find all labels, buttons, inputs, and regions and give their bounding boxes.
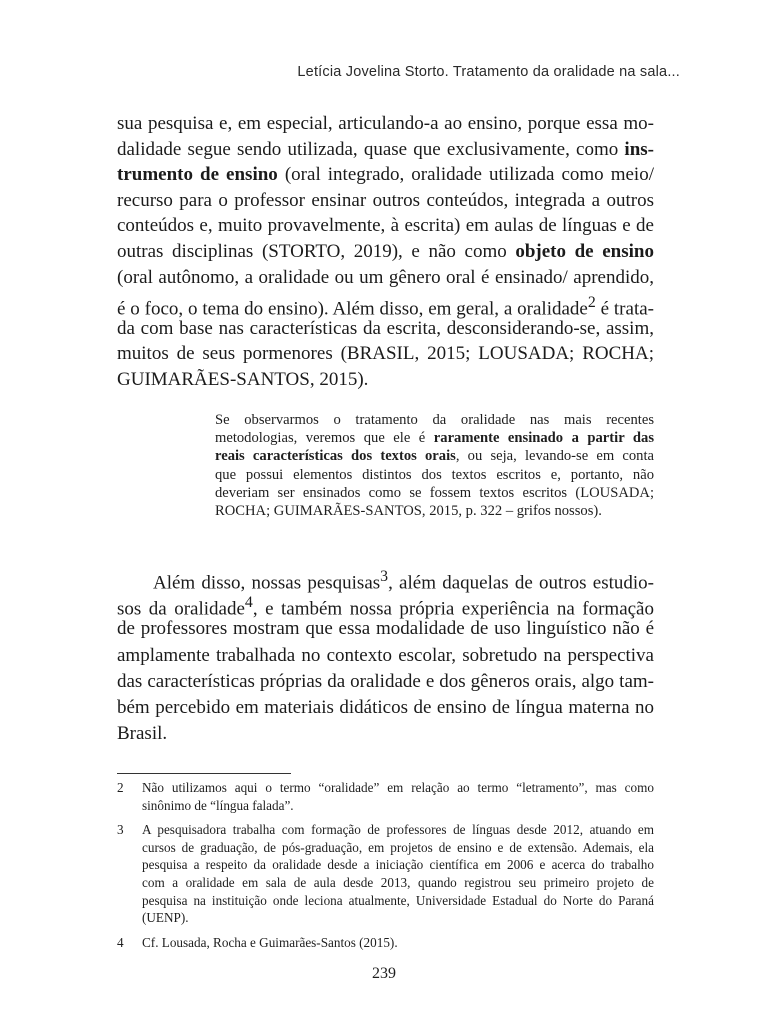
footnote-line: com a oralidade em sala de aula desde 2013, quando registrou seu primeiro projeto de (142, 874, 654, 890)
text-line: (oral autônomo, a oralidade ou um gênero oral é ensinado/ aprendido, (117, 266, 654, 288)
text-line: sos da oralidade$^4$, e também nossa própria experiência na formação (117, 594, 654, 620)
body-paragraph-1 (117, 111, 654, 393)
text-line: trumento de ensino (oral integrado, oralidade utilizada como meio/ (117, 164, 654, 186)
text-line: Além disso, nossas pesquisas$^3$, além daquelas de outros estudio- (153, 568, 654, 594)
footnote-line: pesquisa na instituição onde leciona atualmente, Universidade Estadual do Norte do Paraná (142, 892, 654, 908)
text-line: das características próprias da oralidade e dos gêneros orais, algo tam- (117, 670, 654, 692)
emphasis-text: objeto de ensino (515, 240, 654, 262)
footnote-item (117, 821, 654, 927)
footnote-line: Cf. Lousada, Rocha e Guimarães-Santos (2015). (142, 934, 398, 950)
text-line: conteúdos e, muito provavelmente, à escrita) em aulas de línguas e de (117, 215, 654, 237)
footnote-line: sinônimo de “língua falada”. (142, 797, 294, 813)
footnote-item (117, 934, 654, 952)
footnote-number: 2 (117, 780, 124, 795)
quote-line: reais características dos textos orais, ou seja, levando-se em conta (215, 448, 654, 465)
footnote-ref[interactable]: 3 (380, 568, 389, 585)
text-line: GUIMARÃES-SANTOS, 2015). (117, 368, 369, 390)
emphasis-text: trumento de ensino (117, 164, 278, 186)
quote-line: ROCHA; GUIMARÃES-SANTOS, 2015, p. 322 – grifos nossos). (215, 502, 602, 519)
text-line: outras disciplinas (STORTO, 2019), e não como objeto de ensino (117, 240, 654, 262)
quote-line: deveriam ser ensinados como se fossem textos escritos (LOUSADA; (215, 484, 654, 501)
footnote-number: 3 (117, 822, 124, 838)
footnote-line: pesquisa a respeito da oralidade desde a iniciação científica em 2006 e acerca do trabalho (142, 857, 654, 873)
emphasis-text: reais características dos textos orais (215, 448, 456, 465)
text-line: de professores mostram que essa modalidade de uso linguístico não é (117, 618, 654, 640)
quote-line: que possui elementos distintos dos textos escritos e, portanto, não (215, 466, 654, 483)
quote-line: metodologias, veremos que ele é raramente ensinado a partir das (215, 430, 654, 447)
footnote-line: A pesquisadora trabalha com formação de professores de línguas desde 2012, atuando em (142, 822, 654, 838)
block-quote (215, 411, 654, 520)
running-header: Letícia Jovelina Storto. Tratamento da oralidade na sala... (297, 64, 680, 80)
text-line: sua pesquisa e, em especial, articulando-a ao ensino, porque essa mo- (117, 113, 654, 134)
text-line: amplamente trabalhada no contexto escolar, sobretudo na perspectiva (117, 644, 654, 666)
body-paragraph-2 (117, 564, 654, 747)
footnote-line: (UENP). (142, 910, 189, 926)
text-line: é o foco, o tema do ensino). Além disso, em geral, a oralidade$^2$ é trata- (117, 294, 654, 320)
text-line: muitos de seus pormenores (BRASIL, 2015; LOUSADA; ROCHA; (117, 343, 654, 365)
footnote-line: Não utilizamos aqui o termo “oralidade” em relação ao termo “letramento”, mas como (142, 780, 654, 795)
text-line: recurso para o professor ensinar outros conteúdos, integrada a outros (117, 189, 654, 211)
footnote-ref[interactable]: 4 (244, 594, 253, 612)
emphasis-text: raramente ensinado a partir das (433, 430, 654, 447)
footnote-separator (117, 773, 291, 774)
text-line: Brasil. (117, 723, 168, 745)
footnote-ref[interactable]: 2 (587, 294, 596, 312)
text-line: dalidade segue sendo utilizada, quase que exclusivamente, como ins- (117, 138, 654, 160)
page-number: 239 (372, 965, 396, 982)
emphasis-text: ins- (624, 138, 654, 160)
footnote-item (117, 779, 654, 814)
text-line: da com base nas características da escrita, desconsiderando-se, assim, (117, 317, 654, 339)
quote-line: Se observarmos o tratamento da oralidade nas mais recentes (215, 412, 654, 428)
footnotes (117, 779, 654, 958)
footnote-line: cursos de graduação, de pós-graduação, em projetos de ensino e de extensão. Ademais, ela (142, 839, 654, 855)
footnote-number: 4 (117, 934, 124, 950)
text-line: bém percebido em materiais didáticos de ensino de língua materna no (117, 696, 654, 718)
